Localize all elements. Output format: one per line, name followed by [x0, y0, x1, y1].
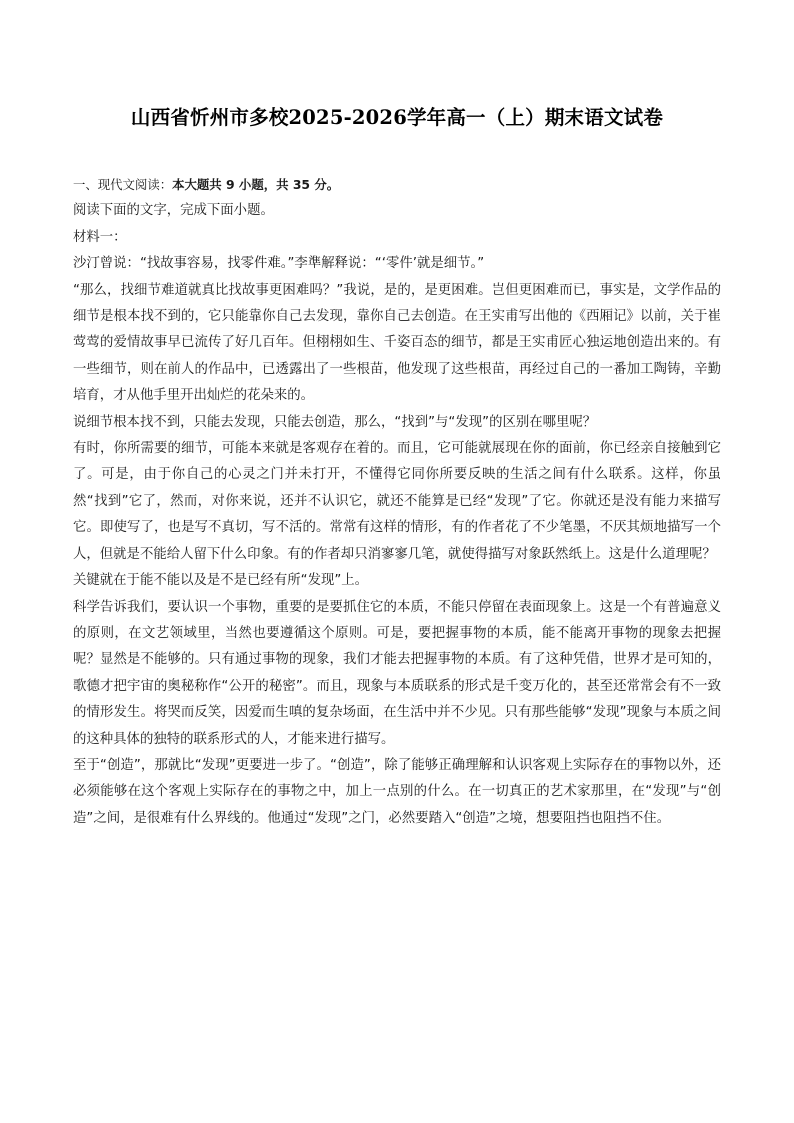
body-paragraph: 有时，你所需要的细节，可能本来就是客观存在着的。而且，它可能就展现在你的面前，你已经亲自接触到它了。可是，由于你自己的心灵之门并未打开，不懂得它同你所要反映的生活之间有什么联系。这样，你虽然“找到”它了，然而，对你来说，还并不认识它，就还不能算是已经“发现”了它。你就还是没有能力来描写它。即使写了，也是写不真切，写不活的。常常有这样的情形，有的作者花了不少笔墨，不厌其烦地描写一个人，但就是不能给人留下什么印象。有的作者却只消寥寥几笔，就使得描写对象跃然纸上。这是什么道理呢？	[73, 441, 721, 562]
instruction-paragraph: 阅读下面的文字，完成下面小题。	[73, 203, 274, 219]
document-body	[73, 172, 721, 832]
body-paragraph: 关键就在于能不能以及是不是已经有所“发现”上。	[73, 573, 369, 589]
body-paragraph: 说细节根本找不到，只能去发现，只能去创造，那么，“找到”与“发现”的区别在哪里呢？	[73, 414, 597, 430]
body-paragraph: “那么，找细节难道就真比找故事更困难吗？”我说，是的，是更困难。岂但更困难而已，事实是，文学作品的细节是根本找不到的，它只能靠你自己去发现，靠你自己去创造。在王实甫写出他的《西厢记》以前，关于崔莺莺的爱情故事早已流传了好几百年。但栩栩如生、千姿百态的细节，都是王实甫匠心独运地创造出来的。有一些细节，则在前人的作品中，已透露出了一些根苗，他发现了这些根苗，再经过自己的一番加工陶铸，辛勤培育，才从他手里开出灿烂的花朵来的。	[73, 282, 721, 404]
section-heading	[73, 172, 721, 198]
body-paragraph: 沙汀曾说：“找故事容易，找零件难。”李準解释说：“‘零件’就是细节。”	[73, 256, 485, 272]
document-title: 山西省忻州市多校2025-2026学年高一（上）期末语文试卷	[130, 106, 664, 129]
body-paragraph: 至于“创造”，那就比“发现”更要进一步了。“创造”，除了能够正确理解和认识客观上实际存在的事物以外，还必须能够在这个客观上实际存在的事物之中，加上一点别的什么。在一切真正的艺术家那里，在“发现”与“创造”之间，是很难有什么界线的。他通过“发现”之门，必然要踏入“创造”之境，想要阻挡也阻挡不住。	[73, 757, 721, 826]
section-heading-detail: 本大题共 9 小题，共 35 分。	[172, 177, 340, 192]
body-paragraph: 科学告诉我们，要认识一个事物，重要的是要抓住它的本质，不能只停留在表面现象上。这是一个有普遍意义的原则，在文艺领域里，当然也要遵循这个原则。可是，要把握事物的本质，能不能离开事物的现象去把握呢？显然是不能够的。只有通过事物的现象，我们才能去把握事物的本质。有了这种凭借，世界才是可知的，歌德才把宇宙的奥秘称作“公开的秘密”。而且，现象与本质联系的形式是千变万化的，甚至还常常会有不一致的情形发生。将哭而反笑，因爱而生嗔的复杂场面，在生活中并不少见。只有那些能够“发现”现象与本质之间的这种具体的独特的联系形式的人，才能来进行描写。	[73, 599, 721, 747]
material-label: 材料一：	[73, 229, 127, 245]
section-heading-prefix: 一、现代文阅读：	[73, 177, 173, 192]
